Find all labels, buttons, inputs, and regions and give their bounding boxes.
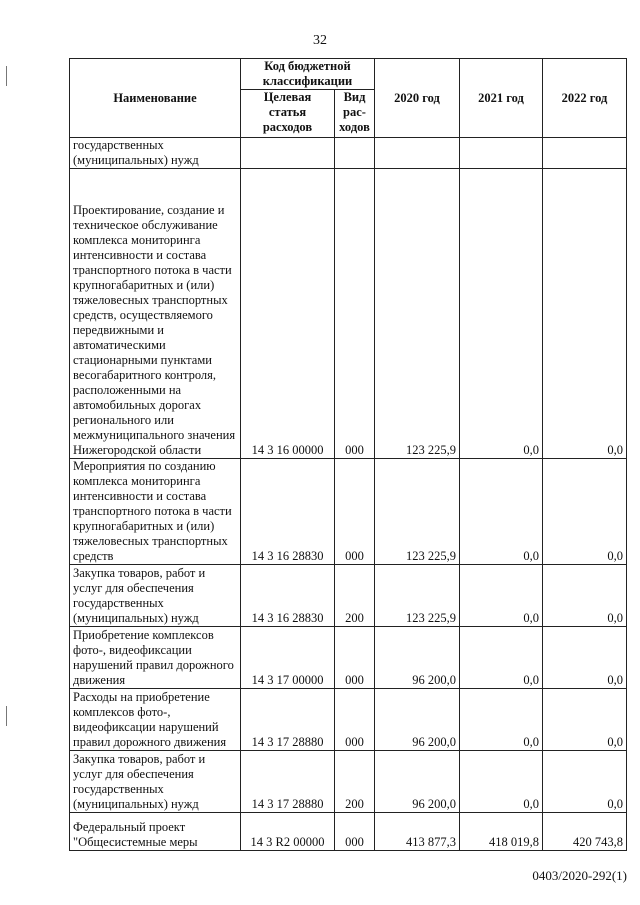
row-expense-kind-cell: 200 — [335, 751, 375, 813]
row-2022-cell: 0,0 — [543, 689, 627, 751]
row-2020-cell: 123 225,9 — [375, 459, 460, 565]
row-2021-cell: 0,0 — [460, 751, 543, 813]
row-name-cell: Проектирование, создание и техническое обслуживание комплекса мониторинга интенсивности и состава транспортного потока в части крупногабаритных и (или) тяжеловесных транспортных средств, осуществляемого передвижными и автоматическими стационарными пунктами весогабаритного контроля, расположенными на автомобильных дорогах регионального или межмуниципального значения Нижегородской области — [70, 169, 241, 459]
row-name-cell: государственных (муниципальных) нужд — [70, 138, 241, 169]
row-name-cell: Расходы на приобретение комплексов фото-, видеофиксации нарушений правил дорожного движения — [70, 689, 241, 751]
row-name-cell: Приобретение комплексов фото-, видеофиксации нарушений правил дорожного движения — [70, 627, 241, 689]
row-name-cell: Закупка товаров, работ и услуг для обеспечения государственных (муниципальных) нужд — [70, 565, 241, 627]
header-year-2022: 2022 год — [543, 59, 627, 138]
row-2022-cell: 0,0 — [543, 751, 627, 813]
row-2020-cell: 96 200,0 — [375, 689, 460, 751]
row-expense-kind-cell: 000 — [335, 459, 375, 565]
row-target-item-cell: 14 3 17 28880 — [241, 751, 335, 813]
row-2020-cell — [375, 138, 460, 169]
table-row — [70, 627, 627, 689]
row-2020-cell: 413 877,3 — [375, 813, 460, 851]
row-2021-cell: 0,0 — [460, 459, 543, 565]
row-expense-kind-cell: 000 — [335, 813, 375, 851]
row-2020-cell: 96 200,0 — [375, 751, 460, 813]
row-expense-kind-cell — [335, 138, 375, 169]
row-target-item-cell: 14 3 16 28830 — [241, 459, 335, 565]
table-row — [70, 565, 627, 627]
page-number: 32 — [313, 33, 327, 48]
header-code-group: Код бюджетной классификации — [241, 59, 375, 90]
table-row — [70, 689, 627, 751]
row-2020-cell: 123 225,9 — [375, 565, 460, 627]
row-2021-cell: 0,0 — [460, 169, 543, 459]
row-expense-kind-cell: 000 — [335, 169, 375, 459]
row-2021-cell — [460, 138, 543, 169]
table-row — [70, 459, 627, 565]
table-body — [70, 138, 627, 851]
row-2020-cell: 123 225,9 — [375, 169, 460, 459]
header-year-2020: 2020 год — [375, 59, 460, 138]
budget-table — [69, 58, 627, 851]
row-target-item-cell: 14 3 16 00000 — [241, 169, 335, 459]
row-expense-kind-cell: 000 — [335, 627, 375, 689]
row-name-cell: Федеральный проект "Общесистемные меры — [70, 813, 241, 851]
row-2022-cell: 420 743,8 — [543, 813, 627, 851]
row-target-item-cell: 14 3 R2 00000 — [241, 813, 335, 851]
header-target-item: Целевая статья расходов — [241, 90, 335, 138]
row-target-item-cell: 14 3 17 28880 — [241, 689, 335, 751]
row-2020-cell: 96 200,0 — [375, 627, 460, 689]
document-number: 0403/2020-292(1) — [532, 868, 627, 883]
row-expense-kind-cell: 200 — [335, 565, 375, 627]
header-name: Наименование — [70, 59, 241, 138]
table-row — [70, 138, 627, 169]
row-2021-cell: 0,0 — [460, 565, 543, 627]
row-name-cell: Мероприятия по созданию комплекса мониторинга интенсивности и состава транспортного потока в части крупногабаритных и (или) тяжеловесных транспортных средств — [70, 459, 241, 565]
row-2022-cell — [543, 138, 627, 169]
table-header — [70, 59, 627, 138]
header-expense-kind: Вид рас-ходов — [335, 90, 375, 138]
row-2021-cell: 418 019,8 — [460, 813, 543, 851]
row-2022-cell: 0,0 — [543, 459, 627, 565]
row-2022-cell: 0,0 — [543, 565, 627, 627]
row-expense-kind-cell: 000 — [335, 689, 375, 751]
table-row — [70, 169, 627, 459]
header-year-2021: 2021 год — [460, 59, 543, 138]
table-row — [70, 813, 627, 851]
row-2021-cell: 0,0 — [460, 627, 543, 689]
row-target-item-cell: 14 3 16 28830 — [241, 565, 335, 627]
row-2022-cell: 0,0 — [543, 627, 627, 689]
row-target-item-cell: 14 3 17 00000 — [241, 627, 335, 689]
table-row — [70, 751, 627, 813]
row-target-item-cell — [241, 138, 335, 169]
margin-mark — [6, 66, 7, 86]
row-2022-cell: 0,0 — [543, 169, 627, 459]
margin-mark — [6, 706, 7, 726]
row-2021-cell: 0,0 — [460, 689, 543, 751]
row-name-cell: Закупка товаров, работ и услуг для обеспечения государственных (муниципальных) нужд — [70, 751, 241, 813]
